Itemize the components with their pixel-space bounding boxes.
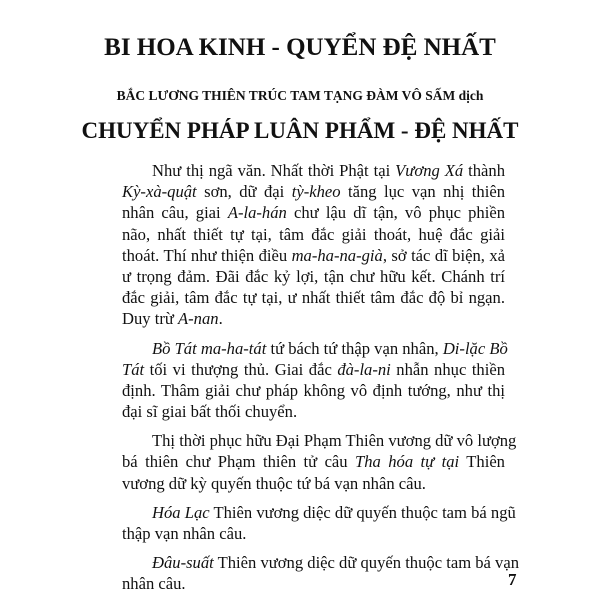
text-line (122, 451, 505, 472)
text-segment: thoát. Thí như thiện điều (122, 245, 292, 265)
italic-term: Tát (122, 359, 145, 379)
text-segment: não, nhất thiết tự tại, tâm đắc giải thoát, huệ đắc giải (122, 224, 505, 244)
text-line (122, 266, 505, 287)
text-line (122, 523, 505, 544)
paragraph (122, 552, 520, 594)
body-text (122, 160, 520, 603)
translator-subtitle: BẮC LƯƠNG THIÊN TRÚC TAM TẠNG ĐÀM VÔ SẤM dịch (116, 88, 484, 103)
text-segment: bá thiên chư Phạm thiên tử câu (122, 452, 356, 472)
italic-term: A-nan (178, 309, 219, 329)
text-line (122, 573, 505, 594)
text-segment: nhẫn nhục thiền (390, 359, 506, 379)
page-number: 7 (508, 570, 517, 589)
paragraph (122, 338, 508, 423)
chapter-title: CHUYỂN PHÁP LUÂN PHẨM - ĐỆ NHẤT (81, 118, 519, 143)
paragraph (122, 160, 505, 330)
text-segment: định. Thâm giải chư pháp không vô định tướng, như thị (122, 380, 505, 400)
text-segment: tăng lục vạn nhị thiên (340, 182, 505, 202)
text-segment: tứ bách tứ thập vạn nhân, (266, 338, 443, 358)
text-segment: Như thị ngã văn. Nhất thời Phật tại (152, 161, 396, 180)
paragraph (122, 430, 517, 494)
text-line (122, 380, 505, 401)
text-segment: Duy trừ (122, 309, 179, 329)
text-line (122, 245, 505, 266)
italic-term: đà-la-ni (337, 359, 391, 379)
text-segment: đại sĩ giai bất thối chuyển. (122, 402, 298, 422)
italic-term: Kỳ-xà-quật (122, 182, 197, 202)
book-title: BI HOA KINH - QUYỂN ĐỆ NHẤT (104, 34, 496, 61)
text-segment: Thị thời phục hữu Đại Phạm Thiên vương dữ vô lượng (152, 431, 517, 451)
text-line (122, 430, 517, 451)
italic-term: A-la-hán (227, 203, 287, 223)
paragraph (122, 502, 516, 544)
italic-term: Hóa Lạc (152, 502, 210, 522)
italic-term: Vương Xá (395, 161, 464, 180)
text-line (122, 359, 505, 380)
text-line (122, 160, 505, 181)
text-line (122, 401, 505, 422)
text-line (122, 287, 505, 308)
italic-term: Di-lặc Bồ (442, 338, 508, 358)
text-line (122, 473, 505, 494)
text-segment: đắc giải, tâm đắc tự tại, ư nhất thiết tâm đắc độ bỉ ngạn. (122, 288, 505, 308)
text-segment: nhân câu, giai (122, 203, 228, 223)
italic-term: Bồ Tát ma-ha-tát (152, 338, 267, 358)
text-line (122, 308, 505, 329)
text-line (122, 338, 508, 359)
text-segment: vương dữ kỳ quyến thuộc tứ bá vạn nhân câu. (122, 473, 426, 493)
text-segment: . (218, 309, 223, 329)
text-segment: Thiên (459, 452, 505, 472)
text-segment: chư lậu dĩ tận, vô phục phiền (286, 203, 505, 223)
italic-term: Đâu-suất (152, 553, 214, 573)
text-segment: thập vạn nhân câu. (122, 524, 247, 543)
text-segment: Thiên vương diệc dữ quyến thuộc tam bá vạn (213, 553, 520, 573)
text-line (122, 181, 505, 202)
text-segment: ư trọng đảm. Đãi đắc kỷ lợi, tận chư hữu kết. Chánh trí (122, 266, 505, 286)
text-line (122, 552, 520, 573)
text-line (122, 202, 505, 223)
text-segment: nhân câu. (122, 574, 186, 594)
text-segment: thành (463, 161, 506, 180)
text-segment: , sở tác dĩ biện, xả (382, 245, 505, 265)
italic-term: ma-ha-na-già (291, 245, 383, 265)
text-segment: tối vi thượng thủ. Giai đắc (144, 359, 338, 379)
text-segment: sơn, dữ đại (196, 182, 292, 202)
italic-term: Tha hóa tự tại (355, 452, 460, 472)
italic-term: tỳ-kheo (291, 182, 341, 202)
text-line (122, 224, 505, 245)
text-line (122, 502, 516, 523)
text-segment: Thiên vương diệc dữ quyến thuộc tam bá ngũ (209, 502, 516, 522)
